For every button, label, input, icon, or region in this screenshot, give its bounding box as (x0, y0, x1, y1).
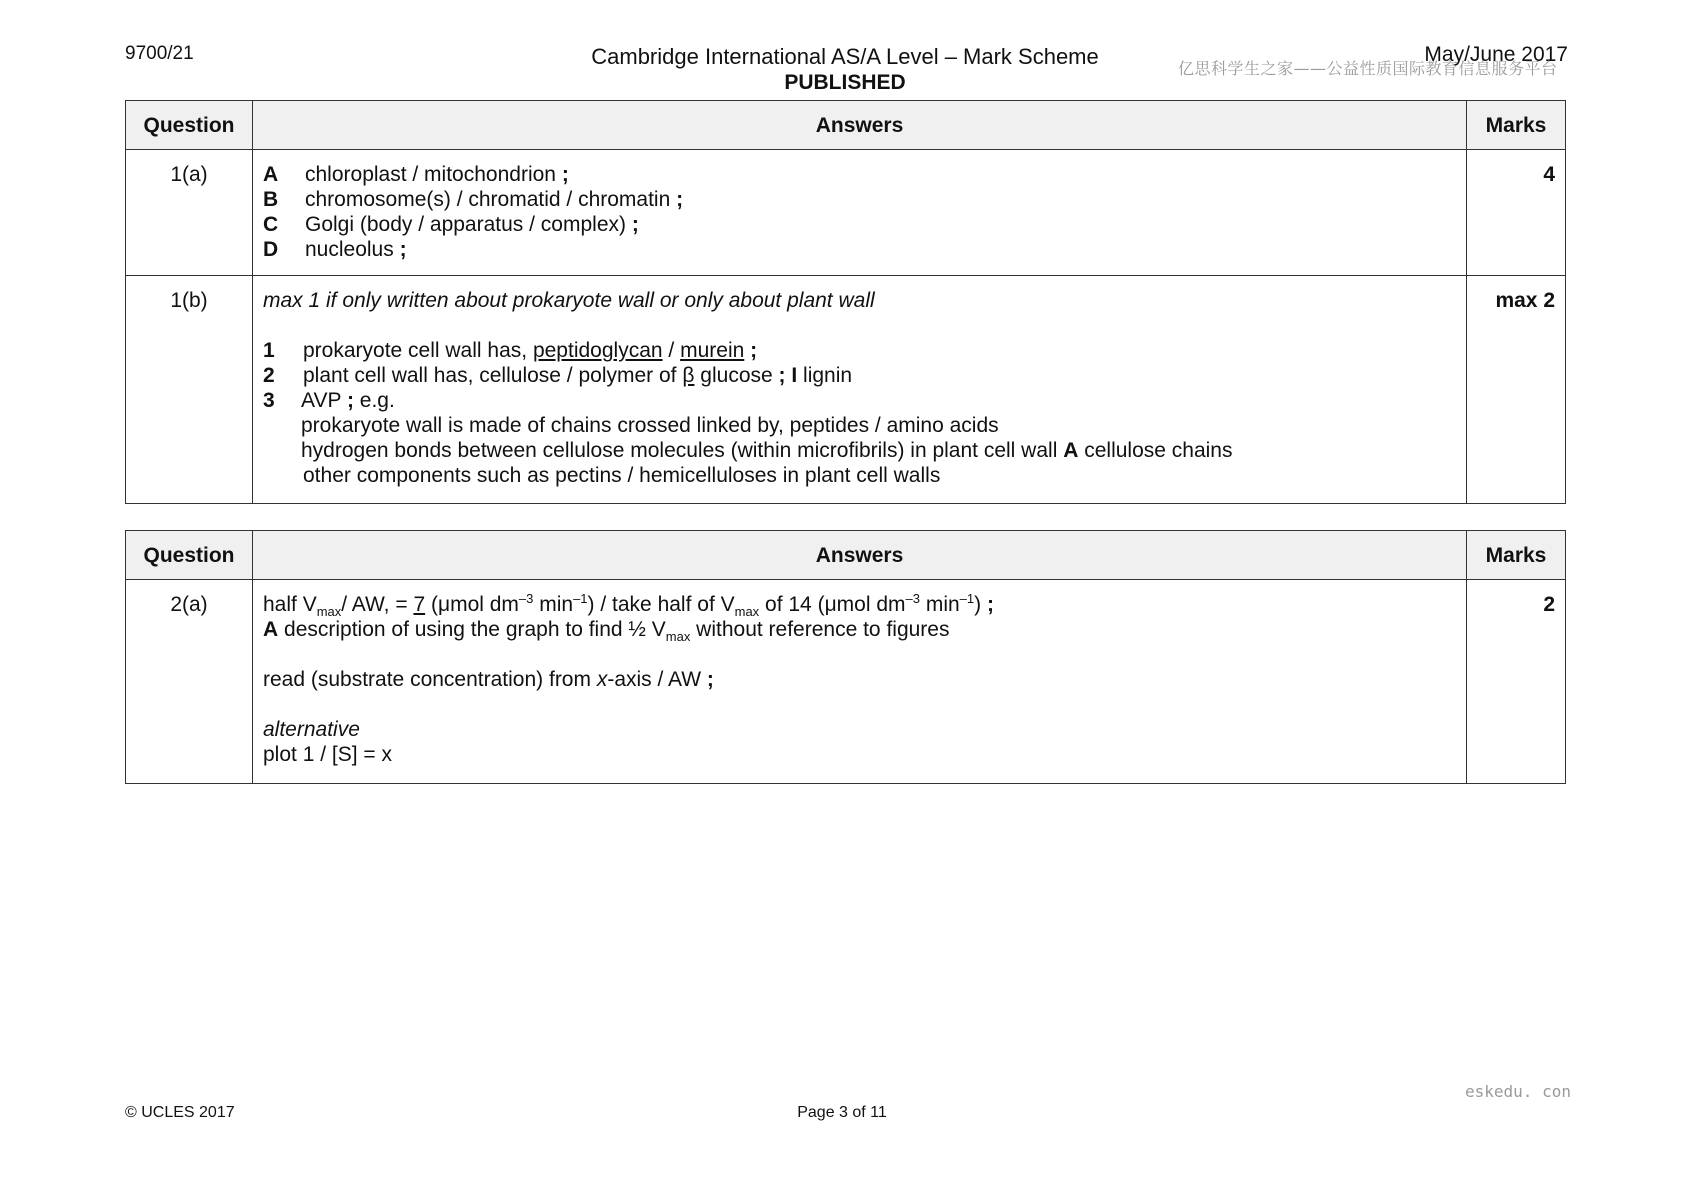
answer-point-1: 1 prokaryote cell wall has, peptidoglycan / murein ; (263, 339, 758, 362)
question-number: 1(b) (126, 276, 253, 504)
example-1: prokaryote wall is made of chains crossed linked by, peptides / amino acids (301, 414, 999, 437)
marks-column-header: Marks (1467, 531, 1566, 580)
question-number: 1(a) (126, 150, 253, 276)
answer-item-a: A chloroplast / mitochondrion ; (263, 163, 569, 186)
answer-line-5: plot 1 / [S] = x (263, 743, 392, 766)
answer-line-3: read (substrate concentration) from x-axis / AW ; (263, 668, 714, 691)
answers-column-header: Answers (253, 531, 1467, 580)
answer-item-d: D nucleolus ; (263, 238, 407, 261)
alternative-label: alternative (263, 718, 360, 741)
table-header-row (126, 531, 1566, 580)
marks-value: max 2 (1467, 276, 1566, 504)
table-header-row (126, 101, 1566, 150)
answer-line-1: half $V_{max}/$ AW, = 7 (μmol $dm^{-3}$ $\min^{-1}$) / take half of $V_{max}$ of 14 (μmol $dm^{-3}$ $\min^{-1}$) ; (263, 591, 994, 620)
page-number: Page 3 of 11 (797, 1104, 887, 1121)
answers-column-header: Answers (253, 101, 1467, 150)
document-title-block (545, 44, 1145, 96)
mark-scheme-table-1 (125, 100, 1566, 504)
marking-note: max 1 if only written about prokaryote wall or only about plant wall (263, 289, 875, 312)
answer-line-2: A description of using the graph to find ½ $V_{max}$ without reference to figures (263, 618, 950, 645)
document-title: Cambridge International AS/A Level – Mark Scheme (591, 44, 1099, 69)
watermark-text: 亿思科学生之家——公益性质国际教育信息服务平台 (1178, 59, 1558, 78)
copyright-text: © UCLES 2017 (125, 1104, 235, 1121)
answer-item-c: C Golgi (body / apparatus / complex) ; (263, 213, 639, 236)
marks-column-header: Marks (1467, 101, 1566, 150)
example-3: other components such as pectins / hemicelluloses in plant cell walls (303, 464, 941, 487)
answer-point-2: 2 plant cell wall has, cellulose / polymer of β glucose ; I lignin (263, 364, 853, 387)
published-label: PUBLISHED (784, 71, 906, 94)
table-row-1b (126, 276, 1566, 504)
answer-point-3: 3 AVP ; e.g. (263, 389, 395, 412)
example-2: hydrogen bonds between cellulose molecules (within microfibrils) in plant cell wall A cellulose chains (301, 439, 1233, 462)
marks-value: 2 (1467, 580, 1566, 784)
marks-value: 4 (1467, 150, 1566, 276)
table-row-1a (126, 150, 1566, 276)
answer-cell (253, 276, 1467, 504)
beta-symbol: β (682, 364, 695, 387)
question-number: 2(a) (126, 580, 253, 784)
exam-session-date: May/June 2017 (1424, 43, 1568, 66)
site-watermark: eskedu. con (1465, 1082, 1571, 1101)
paper-code: 9700/21 (125, 43, 194, 64)
mark-scheme-table-2 (125, 530, 1566, 784)
question-column-header: Question (126, 101, 253, 150)
answer-item-b: B chromosome(s) / chromatid / chromatin ; (263, 188, 684, 211)
answer-cell (253, 580, 1467, 784)
question-column-header: Question (126, 531, 253, 580)
table-row-2a (126, 580, 1566, 784)
answer-cell (253, 150, 1467, 276)
